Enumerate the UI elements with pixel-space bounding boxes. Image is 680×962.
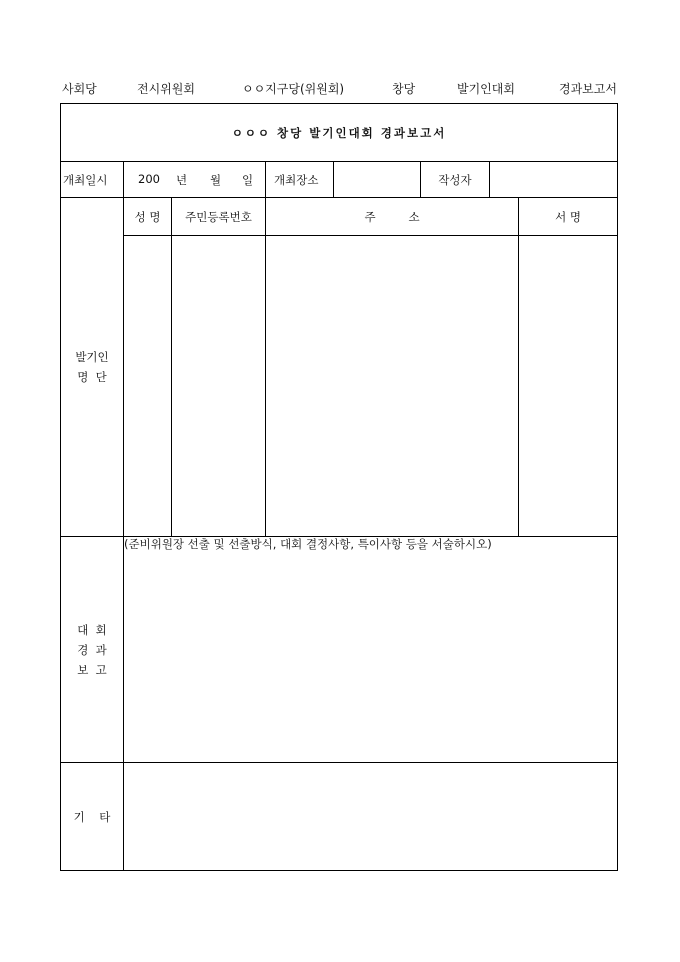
founder-name-field[interactable]: [124, 236, 172, 537]
title-row: [61, 104, 618, 162]
header-convention: 발기인대회: [457, 82, 515, 96]
header-report: 경과보고서: [559, 82, 617, 96]
col-name-header: 성 명: [124, 198, 172, 236]
meeting-info-row: [61, 162, 618, 198]
author-label: 작성자: [421, 162, 490, 198]
report-section-label: [61, 537, 124, 763]
date-field[interactable]: [124, 162, 266, 198]
other-field[interactable]: [124, 763, 618, 871]
report-instruction: (준비위원장 선출 및 선출방식, 대회 결정사항, 특이사항 등을 서술하시오): [124, 537, 492, 551]
date-year-unit: 년: [176, 172, 188, 187]
founder-signature-field[interactable]: [519, 236, 618, 537]
place-field[interactable]: [334, 162, 421, 198]
date-label: 개최일시: [61, 162, 124, 198]
founder-address-field[interactable]: [266, 236, 519, 537]
document-header: [62, 80, 622, 96]
author-field[interactable]: [490, 162, 618, 198]
col-signature-header: 서 명: [519, 198, 618, 236]
header-district: ㅇㅇ지구당(위원회): [242, 82, 345, 96]
other-row: [61, 763, 618, 871]
place-label: 개최장소: [266, 162, 334, 198]
report-form-table: [60, 103, 618, 871]
other-section-label: 기 타: [61, 763, 124, 871]
date-day-unit: 일: [242, 172, 254, 187]
date-year-prefix: 200: [138, 171, 160, 186]
header-founding: 창당: [392, 82, 416, 96]
report-label-line1: 대 회: [77, 622, 107, 637]
col-address-header: 주 소: [266, 198, 519, 236]
founder-id-field[interactable]: [172, 236, 266, 537]
founders-label-line1: 발기인: [75, 350, 109, 364]
col-id-header: 주민등록번호: [172, 198, 266, 236]
report-row: [61, 537, 618, 763]
header-committee: 전시위원회: [137, 82, 195, 96]
founders-entry-row: [61, 236, 618, 537]
founders-section-label: [61, 198, 124, 537]
date-month-unit: 월: [210, 172, 222, 187]
header-party: 사회당: [62, 82, 97, 96]
report-label-line2: 경 과: [77, 642, 107, 657]
founders-label-line2: 명 단: [77, 370, 107, 384]
report-label-line3: 보 고: [77, 662, 107, 677]
founders-header-row: [61, 198, 618, 236]
report-field[interactable]: [124, 537, 618, 763]
form-title: ㅇㅇㅇ 창당 발기인대회 경과보고서: [61, 104, 618, 162]
